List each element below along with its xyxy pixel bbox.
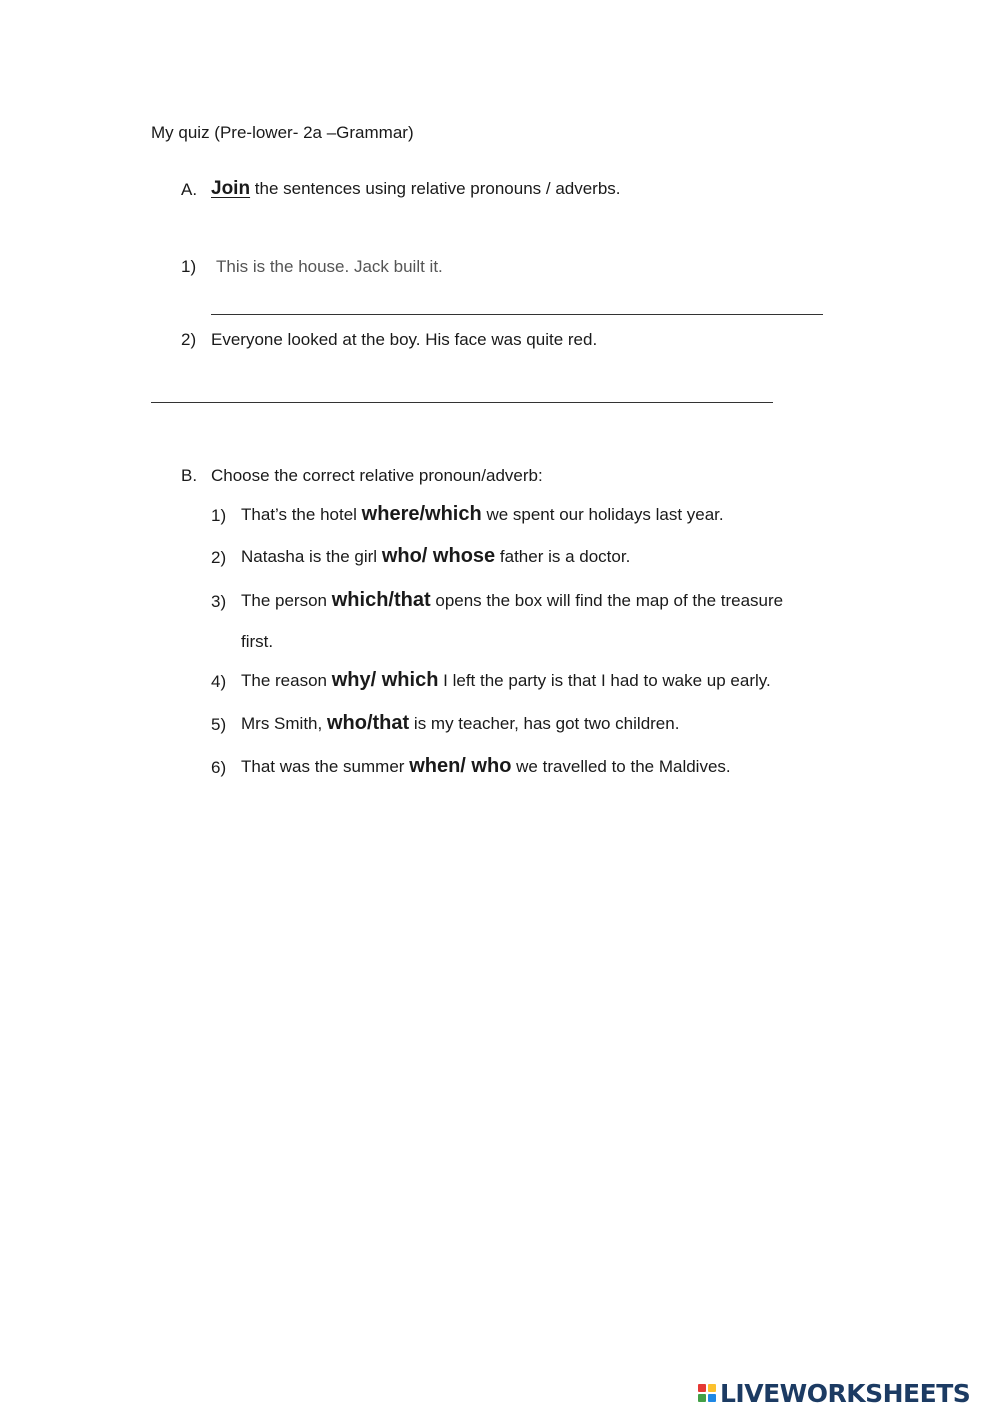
logo-block-red xyxy=(698,1384,706,1392)
section-b-heading: Choose the correct relative pronoun/adverb: xyxy=(211,466,543,485)
b-item-1 xyxy=(241,504,724,525)
b-item-6-after: we travelled to the Maldives. xyxy=(516,757,731,776)
section-a-instruction-rest: the sentences using relative pronouns / adverbs. xyxy=(254,179,621,198)
b-item-2-after: father is a doctor. xyxy=(499,547,631,566)
a-item-2-number: 2) xyxy=(181,330,197,349)
liveworksheets-logo xyxy=(698,1378,970,1408)
b-item-4-number: 4) xyxy=(211,672,227,691)
b-item-2-number: 2) xyxy=(211,548,227,567)
logo-mark-icon xyxy=(698,1384,716,1402)
a-item-1-answer-line[interactable] xyxy=(211,314,823,315)
b-item-5-choice[interactable]: who/that xyxy=(326,712,410,734)
logo-block-green xyxy=(698,1394,706,1402)
page-title: My quiz (Pre-lower- 2a –Grammar) xyxy=(151,123,414,142)
b-item-4-after: I left the party is that I had to wake up early. xyxy=(443,671,771,690)
b-item-5-number: 5) xyxy=(211,715,227,734)
b-item-2 xyxy=(241,546,630,567)
b-item-6-number: 6) xyxy=(211,758,227,777)
b-item-3-choice[interactable]: which/that xyxy=(331,589,431,611)
b-item-5 xyxy=(241,713,679,734)
a-item-1-text: This is the house. Jack built it. xyxy=(216,257,443,276)
b-item-3 xyxy=(241,590,783,611)
b-item-5-before: Mrs Smith, xyxy=(241,714,323,733)
logo-block-yellow xyxy=(708,1384,716,1392)
b-item-1-before: That’s the hotel xyxy=(241,505,357,524)
b-item-6-choice[interactable]: when/ who xyxy=(409,755,512,777)
b-item-1-after: we spent our holidays last year. xyxy=(486,505,724,524)
join-keyword: Join xyxy=(211,178,251,199)
b-item-2-choice[interactable]: who/ whose xyxy=(381,545,496,567)
b-item-1-number: 1) xyxy=(211,506,227,525)
b-item-2-before: Natasha is the girl xyxy=(241,547,378,566)
section-b-letter: B. xyxy=(181,466,198,485)
b-item-3-number: 3) xyxy=(211,592,227,611)
a-item-2-text: Everyone looked at the boy. His face was quite red. xyxy=(211,330,598,349)
a-item-1-number: 1) xyxy=(181,257,197,276)
b-item-4 xyxy=(241,670,771,691)
b-item-1-choice[interactable]: where/which xyxy=(361,503,482,525)
b-item-4-choice[interactable]: why/ which xyxy=(331,669,439,691)
b-item-3-before: The person xyxy=(241,591,327,610)
logo-block-blue xyxy=(708,1394,716,1402)
logo-text: LIVEWORKSHEETS xyxy=(720,1378,971,1408)
a-item-2-answer-line[interactable] xyxy=(151,402,773,403)
b-item-5-after: is my teacher, has got two children. xyxy=(413,714,680,733)
b-item-3-after: opens the box will find the map of the treasure xyxy=(435,591,784,610)
section-a-instruction xyxy=(211,179,621,199)
b-item-3-continuation: first. xyxy=(241,632,274,651)
b-item-6-before: That was the summer xyxy=(241,757,405,776)
section-a-letter: A. xyxy=(181,180,198,199)
b-item-4-before: The reason xyxy=(241,671,327,690)
b-item-6 xyxy=(241,756,731,777)
